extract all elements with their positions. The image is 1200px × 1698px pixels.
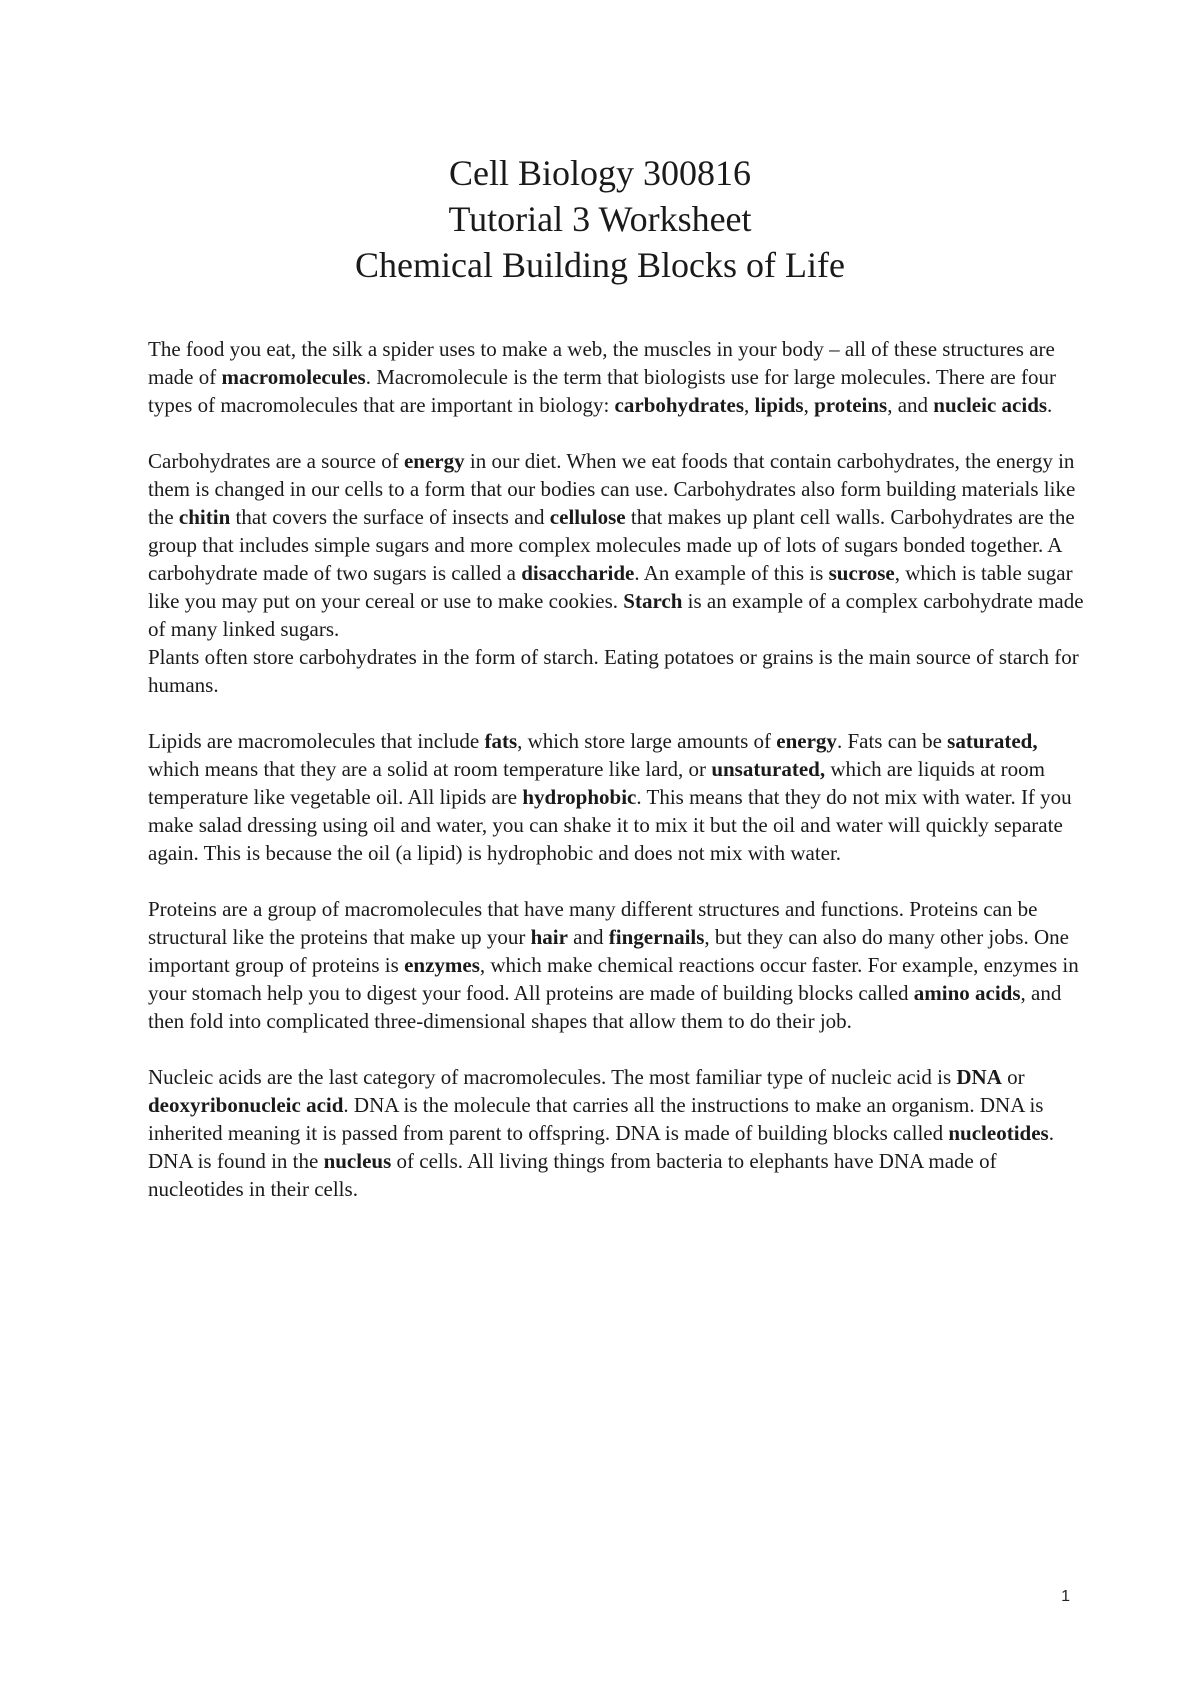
title-topic: Chemical Building Blocks of Life — [355, 245, 845, 285]
page-number: 1 — [1061, 1588, 1070, 1605]
text-run: , and — [887, 393, 934, 417]
bold-term: nucleotides — [948, 1121, 1049, 1145]
text-run: , — [744, 393, 755, 417]
text-run: that makes up plant cell walls. Carbohydrates are the group that includes simple sugars and more complex molecules made up of lots of sugars bonded together. A carbohydrate made of two sugars is called a — [148, 505, 1075, 585]
bold-term: saturated, — [947, 729, 1038, 753]
paragraph-lipids — [148, 727, 1088, 867]
text-run: and — [567, 925, 609, 949]
bold-term: fingernails — [608, 925, 705, 949]
bold-term: hydrophobic — [522, 785, 637, 809]
text-run: . — [1047, 393, 1053, 417]
text-run: Plants often store carbohydrates in the form of starch. Eating potatoes or grains is the main source of starch for humans. — [148, 645, 1079, 697]
text-run: . Fats can be — [836, 729, 948, 753]
bold-term: carbohydrates — [614, 393, 745, 417]
bold-term: fats — [484, 729, 518, 753]
bold-term: hair — [530, 925, 568, 949]
bold-term: energy — [403, 449, 465, 473]
bold-term: macromolecules — [221, 365, 366, 389]
bold-term: lipids — [754, 393, 804, 417]
text-run: Carbohydrates are a source of — [148, 449, 404, 473]
paragraph-proteins — [148, 895, 1088, 1035]
text-run: , which make chemical reactions occur faster. For example, enzymes in your stomach help you to digest your food. All proteins are made of building blocks called — [148, 953, 1079, 1005]
text-run: which are liquids at room temperature like vegetable oil. All lipids are — [148, 757, 1045, 809]
text-run: Lipids are macromolecules that include — [148, 729, 485, 753]
text-run: , — [803, 393, 815, 417]
worksheet-body — [148, 335, 1088, 1231]
bold-term: nucleus — [323, 1149, 392, 1173]
bold-term: nucleic acids — [933, 393, 1048, 417]
bold-term: DNA — [956, 1065, 1002, 1089]
paragraph-intro — [148, 335, 1088, 419]
text-run: , and then fold into complicated three-dimensional shapes that allow them to do their job. — [148, 981, 1062, 1033]
text-run: . Macromolecule is the term that biologists use for large molecules. There are four types of macromolecules that are important in biology: — [148, 365, 1056, 417]
bold-term: enzymes — [404, 953, 480, 977]
text-run: in our diet. When we eat foods that contain carbohydrates, the energy in them is changed in our cells to a form that our bodies can use. Carbohydrates also form building materials like the — [148, 449, 1076, 529]
bold-term: chitin — [178, 505, 231, 529]
text-run: , which store large amounts of — [517, 729, 777, 753]
bold-term: proteins — [814, 393, 888, 417]
text-run: , but they can also do many other jobs. One important group of proteins is — [148, 925, 1069, 977]
text-run: Nucleic acids are the last category of macromolecules. The most familiar type of nucleic acid is — [148, 1065, 957, 1089]
bold-term: cellulose — [549, 505, 626, 529]
bold-term: unsaturated, — [711, 757, 826, 781]
text-run: . This means that they do not mix with water. If you make salad dressing using oil and water, you can shake it to mix it but the oil and water will quickly separate again. This is because the oil (a lipid) is hydrophobic and does not mix with water. — [148, 785, 1072, 865]
text-run: is an example of a complex carbohydrate made of many linked sugars. — [148, 589, 1084, 641]
paragraph-starch — [148, 643, 1088, 699]
paragraph-nucleic-acids — [148, 1063, 1088, 1203]
bold-term: amino acids — [913, 981, 1021, 1005]
text-run: that covers the surface of insects and — [230, 505, 550, 529]
title-course: Cell Biology 300816 — [448, 153, 751, 193]
text-run: . DNA is the molecule that carries all the instructions to make an organism. DNA is inherited meaning it is passed from parent to offspring. DNA is made of building blocks called — [148, 1093, 1044, 1145]
text-run: which means that they are a solid at room temperature like lard, or — [148, 757, 712, 781]
title-tutorial: Tutorial 3 Worksheet — [448, 199, 752, 239]
text-run: . An example of this is — [634, 561, 829, 585]
text-run: of cells. All living things from bacteria to elephants have DNA made of nucleotides in their cells. — [148, 1149, 997, 1201]
bold-term: disaccharide — [521, 561, 635, 585]
bold-term: Starch — [623, 589, 683, 613]
bold-term: energy — [776, 729, 837, 753]
text-run: . DNA is found in the — [148, 1121, 1054, 1173]
text-run: , which is table sugar like you may put on your cereal or use to make cookies. — [148, 561, 1073, 613]
bold-term: sucrose — [828, 561, 895, 585]
text-run: The food you eat, the silk a spider uses to make a web, the muscles in your body – all of these structures are made of — [148, 337, 1055, 389]
text-run: or — [1001, 1065, 1025, 1089]
paragraph-carbohydrates — [148, 447, 1088, 643]
page-title — [0, 150, 1200, 288]
text-run: Proteins are a group of macromolecules that have many different structures and functions. Proteins can be structural like the proteins that make up your — [148, 897, 1038, 949]
bold-term: deoxyribonucleic acid — [148, 1093, 344, 1117]
